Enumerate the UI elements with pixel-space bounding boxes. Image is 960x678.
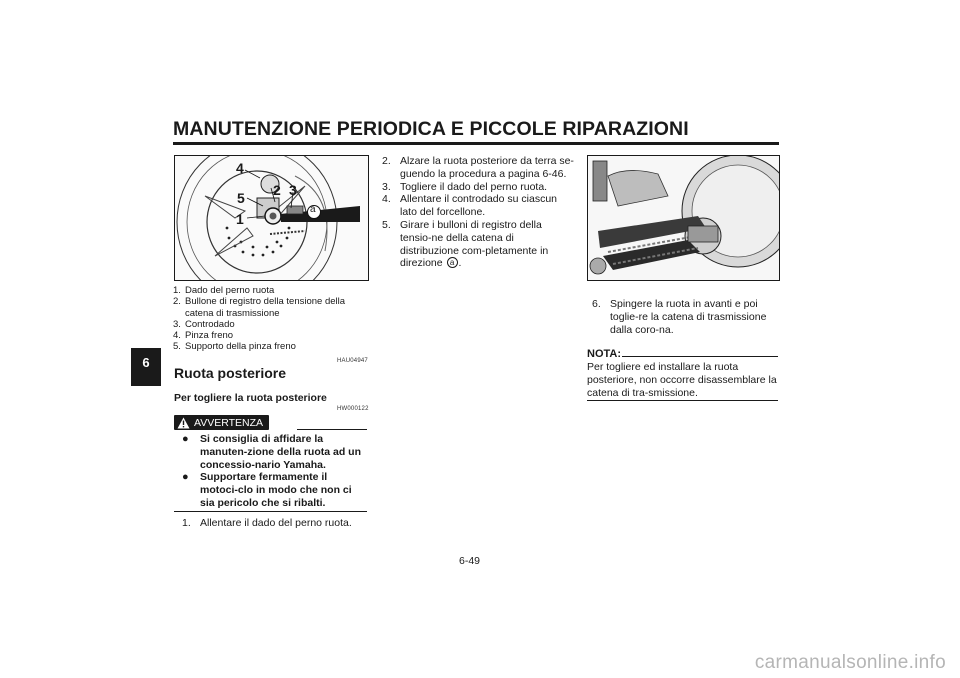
warning-badge	[174, 415, 269, 430]
chain-illustration	[588, 156, 779, 280]
callout-1: 1	[236, 211, 244, 227]
caption-item: 2. Bullone di registro della tensione della catena di trasmissione	[173, 296, 346, 319]
warning-item: ● Si consiglia di affidare la manuten-zione della ruota ad un concessio-nario Yamaha.	[182, 433, 362, 471]
step-6: 6. Spingere la ruota in avanti e poi toglie-re la catena di trasmissione dalla coro-na.	[592, 298, 767, 336]
warning-item: ● Supportare fermamente il motoci-clo in modo che non ci sia pericolo che si ribalti.	[182, 471, 352, 509]
bullet-icon: ●	[182, 471, 189, 484]
callout-5: 5	[237, 190, 245, 206]
step-item: 4. Allentare il controdado su ciascun lato del forcellone.	[382, 193, 558, 219]
steps-list	[382, 155, 574, 270]
step-item: 3. Togliere il dado del perno ruota.	[382, 180, 548, 193]
note-text: Per togliere ed installare la ruota posteriore, non occorre disassemblare la catena di tra-smissione.	[587, 361, 777, 399]
step-1: 1. Allentare il dado del perno ruota.	[182, 517, 352, 529]
warning-list	[182, 433, 368, 510]
sub-heading: Per togliere la ruota posteriore	[174, 392, 327, 404]
callout-3: 3	[289, 182, 297, 198]
section-heading: Ruota posteriore	[174, 365, 287, 381]
note-rule-bottom	[587, 400, 778, 401]
figure-caption-list	[173, 285, 373, 353]
caption-item: 3. Controdado	[173, 318, 235, 330]
rear-axle-illustration	[175, 156, 368, 280]
page-number: 6-49	[459, 555, 481, 567]
warning-triangle-icon	[177, 417, 190, 429]
direction-a-marker: a	[447, 257, 458, 268]
callout-2: 2	[273, 182, 281, 198]
note-rule	[622, 356, 778, 357]
caption-item: 5. Supporto della pinza freno	[173, 341, 296, 353]
warning-label: AVVERTENZA	[194, 416, 264, 429]
caption-item: 1. Dado del perno ruota	[173, 285, 275, 296]
chapter-tab: 6	[131, 348, 161, 386]
step-item: 2. Alzare la ruota posteriore da terra se-guendo la procedura a pagina 6-46.	[382, 155, 574, 180]
callout-a: a	[310, 204, 316, 215]
title-underline	[173, 142, 779, 145]
warning-code: HW000122	[337, 406, 369, 412]
bullet-icon: ●	[182, 433, 189, 445]
figure-rear-axle-photo	[174, 155, 369, 281]
note-label: NOTA:	[587, 348, 622, 360]
warning-rule-top	[297, 429, 367, 430]
section-code: HAU04947	[337, 358, 368, 364]
warning-rule-bottom	[174, 511, 367, 512]
caption-item: 4. Pinza freno	[173, 330, 234, 342]
page-title: MANUTENZIONE PERIODICA E PICCOLE RIPARAZIONI	[173, 118, 689, 140]
watermark: carmanualsonline.info	[754, 652, 946, 673]
callout-4: 4	[236, 160, 244, 176]
step-item: 5. Girare i bulloni di registro della tensio-ne della catena di distribuzione com-pletamente in direzione a .	[382, 218, 549, 270]
figure-chain-photo	[587, 155, 780, 281]
